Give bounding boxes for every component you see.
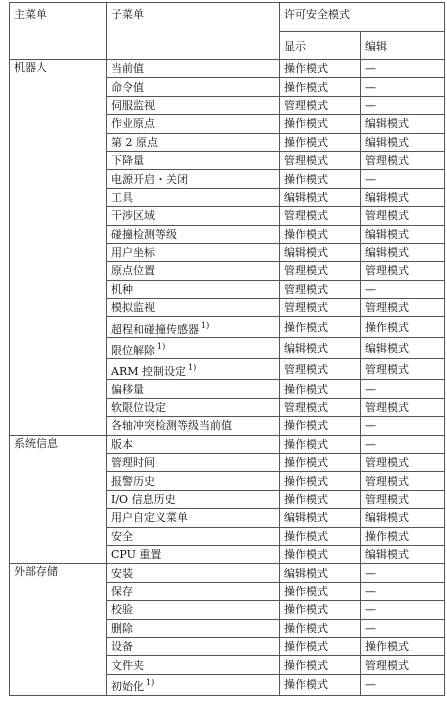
footnote-marker: 1) bbox=[188, 362, 197, 372]
sub-menu-cell bbox=[107, 398, 280, 416]
edit-mode-cell: 编辑模式 bbox=[361, 509, 445, 527]
edit-mode-cell: 管理模式 bbox=[361, 472, 445, 490]
sub-menu-cell bbox=[107, 417, 280, 435]
edit-mode-cell: 管理模式 bbox=[361, 262, 445, 280]
sub-menu-label: 电源开启・关闭 bbox=[111, 172, 188, 186]
display-mode-cell: 操作模式 bbox=[280, 582, 361, 600]
sub-menu-cell bbox=[107, 78, 280, 96]
display-mode-cell: 操作模式 bbox=[280, 656, 361, 674]
display-mode-cell: 操作模式 bbox=[280, 490, 361, 508]
edit-mode-cell: 管理模式 bbox=[361, 151, 445, 169]
main-menu-cell: 系统信息 bbox=[10, 435, 107, 564]
edit-mode-cell: 编辑模式 bbox=[361, 338, 445, 359]
sub-menu-cell bbox=[107, 225, 280, 243]
edit-mode-cell: — bbox=[361, 78, 445, 96]
sub-menu-cell bbox=[107, 509, 280, 527]
display-mode-cell: 操作模式 bbox=[280, 637, 361, 655]
sub-menu-label: I/O 信息历史 bbox=[111, 493, 176, 506]
display-mode-cell: 操作模式 bbox=[280, 619, 361, 637]
display-mode-cell: 管理模式 bbox=[280, 207, 361, 225]
sub-menu-cell bbox=[107, 60, 280, 78]
header-edit: 编辑 bbox=[361, 32, 445, 60]
display-mode-cell: 操作模式 bbox=[280, 60, 361, 78]
display-mode-cell: 操作模式 bbox=[280, 601, 361, 619]
sub-menu-label: 偏移量 bbox=[111, 382, 144, 396]
sub-menu-label: 管理时间 bbox=[111, 456, 155, 470]
sub-menu-cell bbox=[107, 338, 280, 359]
edit-mode-cell: 编辑模式 bbox=[361, 225, 445, 243]
sub-menu-label: 碰撞检测等级 bbox=[111, 227, 177, 241]
display-mode-cell: 编辑模式 bbox=[280, 338, 361, 359]
display-mode-cell: 操作模式 bbox=[280, 78, 361, 96]
sub-menu-label: 报警历史 bbox=[111, 474, 155, 488]
display-mode-cell: 管理模式 bbox=[280, 262, 361, 280]
sub-menu-cell bbox=[107, 133, 280, 151]
sub-menu-label: 原点位置 bbox=[111, 264, 155, 278]
footnote-marker: 1) bbox=[157, 341, 166, 351]
edit-mode-cell: — bbox=[361, 619, 445, 637]
footnote-marker: 1) bbox=[201, 320, 210, 330]
sub-menu-label: 软限位设定 bbox=[111, 401, 166, 415]
edit-mode-cell: 管理模式 bbox=[361, 299, 445, 317]
sub-menu-label: 伺服监视 bbox=[111, 98, 155, 112]
sub-menu-cell bbox=[107, 115, 280, 133]
sub-menu-label: 用户自定义菜单 bbox=[111, 511, 188, 525]
sub-menu-label: 模拟监视 bbox=[111, 301, 155, 315]
sub-menu-label: 限位解除 bbox=[111, 343, 155, 357]
display-mode-cell: 操作模式 bbox=[280, 472, 361, 490]
sub-menu-label: 超程和碰撞传感器 bbox=[111, 322, 199, 336]
edit-mode-cell: 编辑模式 bbox=[361, 545, 445, 563]
header-allowed-mode: 许可安全模式 bbox=[280, 3, 445, 32]
footnote-marker: 1) bbox=[146, 678, 155, 688]
sub-menu-cell bbox=[107, 619, 280, 637]
edit-mode-cell: 管理模式 bbox=[361, 359, 445, 380]
sub-menu-cell bbox=[107, 317, 280, 338]
edit-mode-cell: 管理模式 bbox=[361, 490, 445, 508]
sub-menu-label: 作业原点 bbox=[111, 117, 155, 131]
sub-menu-cell bbox=[107, 490, 280, 508]
display-mode-cell: 编辑模式 bbox=[280, 564, 361, 582]
sub-menu-cell bbox=[107, 299, 280, 317]
display-mode-cell: 编辑模式 bbox=[280, 243, 361, 261]
edit-mode-cell: 编辑模式 bbox=[361, 133, 445, 151]
sub-menu-cell bbox=[107, 359, 280, 380]
sub-menu-cell bbox=[107, 674, 280, 695]
edit-mode-cell: — bbox=[361, 380, 445, 398]
edit-mode-cell: — bbox=[361, 60, 445, 78]
sub-menu-label: 安全 bbox=[111, 529, 133, 543]
sub-menu-label: 干涉区域 bbox=[111, 209, 155, 223]
edit-mode-cell: — bbox=[361, 564, 445, 582]
sub-menu-cell bbox=[107, 243, 280, 261]
sub-menu-label: 版本 bbox=[111, 437, 133, 451]
edit-mode-cell: — bbox=[361, 601, 445, 619]
sub-menu-cell bbox=[107, 454, 280, 472]
edit-mode-cell: 操作模式 bbox=[361, 317, 445, 338]
sub-menu-label: 安装 bbox=[111, 566, 133, 580]
display-mode-cell: 操作模式 bbox=[280, 545, 361, 563]
sub-menu-cell bbox=[107, 262, 280, 280]
display-mode-cell: 管理模式 bbox=[280, 299, 361, 317]
sub-menu-cell bbox=[107, 380, 280, 398]
table-row bbox=[10, 60, 445, 78]
sub-menu-label: 用户坐标 bbox=[111, 246, 155, 260]
display-mode-cell: 管理模式 bbox=[280, 151, 361, 169]
header-sub-menu: 子菜单 bbox=[107, 3, 280, 60]
display-mode-cell: 操作模式 bbox=[280, 435, 361, 453]
table-row bbox=[10, 435, 445, 453]
security-mode-table bbox=[9, 2, 445, 696]
edit-mode-cell: 管理模式 bbox=[361, 454, 445, 472]
sub-menu-label: 机种 bbox=[111, 282, 133, 296]
display-mode-cell: 操作模式 bbox=[280, 170, 361, 188]
sub-menu-label: ARM 控制设定 bbox=[111, 364, 186, 378]
sub-menu-cell bbox=[107, 656, 280, 674]
header-display: 显示 bbox=[280, 32, 361, 60]
edit-mode-cell: — bbox=[361, 582, 445, 600]
sub-menu-label: 第 2 原点 bbox=[111, 135, 158, 149]
sub-menu-label: 文件夹 bbox=[111, 658, 144, 672]
display-mode-cell: 操作模式 bbox=[280, 674, 361, 695]
edit-mode-cell: 管理模式 bbox=[361, 398, 445, 416]
display-mode-cell: 操作模式 bbox=[280, 317, 361, 338]
display-mode-cell: 操作模式 bbox=[280, 380, 361, 398]
sub-menu-cell bbox=[107, 637, 280, 655]
edit-mode-cell: 编辑模式 bbox=[361, 188, 445, 206]
display-mode-cell: 编辑模式 bbox=[280, 509, 361, 527]
sub-menu-label: 设备 bbox=[111, 640, 133, 654]
table-body bbox=[10, 60, 445, 696]
sub-menu-label: CPU 重置 bbox=[111, 548, 162, 562]
edit-mode-cell: 操作模式 bbox=[361, 637, 445, 655]
sub-menu-label: 工具 bbox=[111, 190, 133, 204]
sub-menu-label: 初始化 bbox=[111, 680, 144, 694]
sub-menu-cell bbox=[107, 545, 280, 563]
display-mode-cell: 操作模式 bbox=[280, 527, 361, 545]
sub-menu-cell bbox=[107, 170, 280, 188]
sub-menu-cell bbox=[107, 280, 280, 298]
edit-mode-cell: — bbox=[361, 417, 445, 435]
edit-mode-cell: 管理模式 bbox=[361, 207, 445, 225]
display-mode-cell: 管理模式 bbox=[280, 359, 361, 380]
sub-menu-cell bbox=[107, 207, 280, 225]
edit-mode-cell: — bbox=[361, 280, 445, 298]
sub-menu-cell bbox=[107, 151, 280, 169]
edit-mode-cell: — bbox=[361, 435, 445, 453]
sub-menu-label: 校验 bbox=[111, 603, 133, 617]
edit-mode-cell: 编辑模式 bbox=[361, 115, 445, 133]
sub-menu-cell bbox=[107, 188, 280, 206]
display-mode-cell: 操作模式 bbox=[280, 115, 361, 133]
display-mode-cell: 操作模式 bbox=[280, 417, 361, 435]
sub-menu-label: 各轴冲突检测等级当前值 bbox=[111, 419, 232, 433]
sub-menu-cell bbox=[107, 96, 280, 114]
display-mode-cell: 管理模式 bbox=[280, 280, 361, 298]
sub-menu-label: 保存 bbox=[111, 584, 133, 598]
main-menu-cell: 外部存储 bbox=[10, 564, 107, 695]
display-mode-cell: 操作模式 bbox=[280, 454, 361, 472]
sub-menu-label: 当前值 bbox=[111, 62, 144, 76]
sub-menu-cell bbox=[107, 435, 280, 453]
sub-menu-cell bbox=[107, 527, 280, 545]
sub-menu-cell bbox=[107, 582, 280, 600]
header-main-menu: 主菜单 bbox=[10, 3, 107, 60]
sub-menu-cell bbox=[107, 601, 280, 619]
sub-menu-cell bbox=[107, 472, 280, 490]
edit-mode-cell: 管理模式 bbox=[361, 656, 445, 674]
edit-mode-cell: — bbox=[361, 96, 445, 114]
main-menu-cell: 机器人 bbox=[10, 60, 107, 436]
display-mode-cell: 管理模式 bbox=[280, 398, 361, 416]
display-mode-cell: 编辑模式 bbox=[280, 188, 361, 206]
sub-menu-label: 命令值 bbox=[111, 80, 144, 94]
table-row bbox=[10, 564, 445, 582]
edit-mode-cell: 操作模式 bbox=[361, 527, 445, 545]
sub-menu-cell bbox=[107, 564, 280, 582]
sub-menu-label: 下降量 bbox=[111, 154, 144, 168]
edit-mode-cell: — bbox=[361, 170, 445, 188]
display-mode-cell: 操作模式 bbox=[280, 225, 361, 243]
display-mode-cell: 操作模式 bbox=[280, 133, 361, 151]
sub-menu-label: 删除 bbox=[111, 621, 133, 635]
display-mode-cell: 管理模式 bbox=[280, 96, 361, 114]
edit-mode-cell: 编辑模式 bbox=[361, 243, 445, 261]
edit-mode-cell: — bbox=[361, 674, 445, 695]
